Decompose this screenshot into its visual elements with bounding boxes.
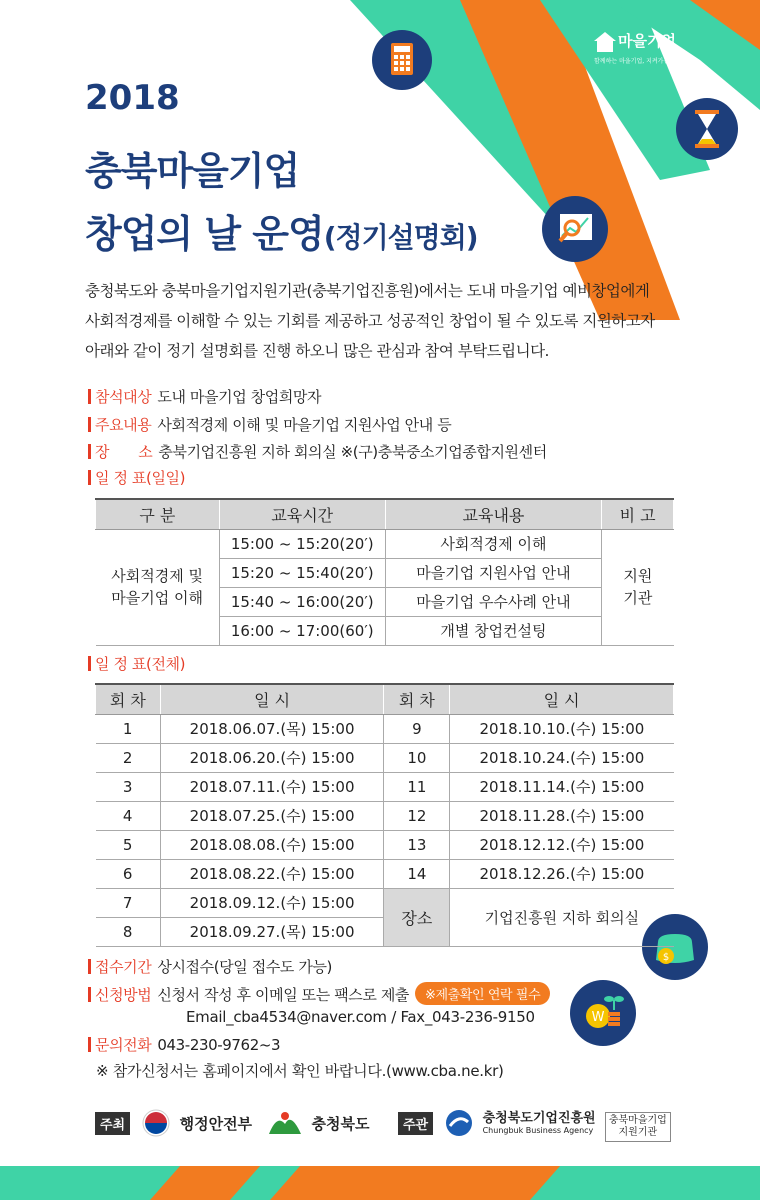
table-row xyxy=(96,529,674,558)
coin-sprout-icon xyxy=(570,980,636,1046)
chungbuk-logo-icon xyxy=(267,1108,303,1138)
info-label: 일 정 표(전체) xyxy=(95,655,186,673)
time-cell: 16:00 ~ 17:00(60′) xyxy=(219,616,385,645)
date-cell: 2018.11.14.(수) 15:00 xyxy=(450,772,674,801)
info-label: 신청방법 xyxy=(95,986,152,1004)
homepage-notice: ※ 참가신청서는 홈페이지에서 확인 바랍니다.(www.cba.ne.kr) xyxy=(96,1062,504,1080)
info-value: 충북기업진흥원 지하 회의실 ※(구)충북중소기업종합지원센터 xyxy=(158,443,547,461)
time-cell: 15:00 ~ 15:20(20′) xyxy=(219,529,385,558)
info-label: 접수기간 xyxy=(95,958,152,976)
header-cell: 회 차 xyxy=(384,684,450,714)
intro-line: 충청북도와 충북마을기업지원기관(충북기업진흥원)에서는 도내 마을기업 예비창업에게 xyxy=(85,282,650,300)
place-label-cell: 장소 xyxy=(384,888,450,946)
daily-schedule-table xyxy=(95,498,674,646)
contact-line: Email_cba4534@naver.com / Fax_043-236-9150 xyxy=(186,1008,535,1026)
organizer-section xyxy=(398,1108,671,1142)
table-header-row xyxy=(96,499,674,529)
round-cell: 12 xyxy=(384,801,450,830)
date-cell: 2018.12.12.(수) 15:00 xyxy=(450,830,674,859)
round-cell: 10 xyxy=(384,743,450,772)
round-cell: 14 xyxy=(384,859,450,888)
daily-schedule-heading xyxy=(88,467,191,488)
full-schedule-heading xyxy=(88,653,191,674)
note-cell: 지원 기관 xyxy=(602,529,674,645)
intro-line: 아래와 같이 정기 설명회를 진행 하오니 많은 관심과 참여 부탁드립니다. xyxy=(85,342,549,360)
place-value-cell: 기업진흥원 지하 회의실 xyxy=(450,888,674,946)
info-label: 장 소 xyxy=(95,443,153,461)
table-row xyxy=(96,743,674,772)
header-cell: 회 차 xyxy=(96,684,161,714)
round-cell: 8 xyxy=(96,917,161,946)
cba-name: 충청북도기업진흥원 Chungbuk Business Agency xyxy=(482,1111,596,1135)
organizer-label: 주관 xyxy=(398,1112,433,1135)
title-line2-sub: (정기설명회) xyxy=(323,221,478,254)
table-row xyxy=(96,714,674,743)
info-label: 주요내용 xyxy=(95,416,152,434)
round-cell: 7 xyxy=(96,888,161,917)
header-cell: 일 시 xyxy=(160,684,384,714)
magnifier-chart-icon xyxy=(542,196,608,262)
svg-text:$: $ xyxy=(662,952,670,963)
full-schedule-table xyxy=(95,683,674,947)
svg-text:W: W xyxy=(591,1010,605,1025)
info-content xyxy=(88,414,451,435)
apply-method xyxy=(88,982,550,1005)
info-value: 사회적경제 이해 및 마을기업 지원사업 안내 등 xyxy=(157,416,452,434)
village-enterprise-logo xyxy=(594,18,694,70)
host-label: 주최 xyxy=(95,1112,130,1135)
hourglass-icon xyxy=(676,98,738,160)
intro-line: 사회적경제를 이해할 수 있는 기회를 제공하고 성공적인 창업이 될 수 있도록 지원하고자 xyxy=(85,312,655,330)
host-chungbuk: 충청북도 xyxy=(311,1115,370,1133)
mois-emblem-icon xyxy=(141,1108,171,1138)
round-cell: 9 xyxy=(384,714,450,743)
info-value: 도내 마을기업 창업희망자 xyxy=(157,388,322,406)
time-cell: 15:20 ~ 15:40(20′) xyxy=(219,558,385,587)
cba-emblem-icon xyxy=(444,1108,474,1138)
support-agency-badge: 충북마을기업 지원기관 xyxy=(605,1112,671,1142)
title-line2 xyxy=(85,203,478,258)
round-cell: 2 xyxy=(96,743,161,772)
info-label: 참석대상 xyxy=(95,388,152,406)
title-year: 2018 xyxy=(85,78,180,118)
info-label: 문의전화 xyxy=(95,1036,152,1054)
logo-name: 마을기업 xyxy=(618,32,676,50)
header-cell: 비 고 xyxy=(602,499,674,529)
info-place xyxy=(88,441,547,462)
round-cell: 1 xyxy=(96,714,161,743)
intro-text xyxy=(85,276,695,366)
content-cell: 마을기업 지원사업 안내 xyxy=(385,558,602,587)
logo-tagline: 함께하는 마을기업, 지켜가는 지역사랑 xyxy=(594,58,695,65)
date-cell: 2018.10.10.(수) 15:00 xyxy=(450,714,674,743)
header-cell: 교육시간 xyxy=(219,499,385,529)
date-cell: 2018.08.22.(수) 15:00 xyxy=(160,859,384,888)
round-cell: 6 xyxy=(96,859,161,888)
content-cell: 마을기업 우수사례 안내 xyxy=(385,587,602,616)
title-line2-main: 창업의 날 운영 xyxy=(85,212,324,256)
header-cell: 교육내용 xyxy=(385,499,602,529)
confirm-note-badge: ※제출확인 연락 필수 xyxy=(415,982,550,1005)
table-row xyxy=(96,830,674,859)
table-row xyxy=(96,801,674,830)
content-cell: 개별 창업컨설팅 xyxy=(385,616,602,645)
header-cell: 일 시 xyxy=(450,684,674,714)
date-cell: 2018.10.24.(수) 15:00 xyxy=(450,743,674,772)
table-row xyxy=(96,888,674,917)
info-label: 일 정 표(일일) xyxy=(95,469,186,487)
host-mois: 행정안전부 xyxy=(179,1115,253,1133)
house-icon xyxy=(594,32,616,52)
round-cell: 13 xyxy=(384,830,450,859)
date-cell: 2018.11.28.(수) 15:00 xyxy=(450,801,674,830)
title-line1: 충북마을기업 xyxy=(85,149,300,193)
info-value: 043-230-9762~3 xyxy=(157,1036,281,1054)
round-cell: 5 xyxy=(96,830,161,859)
apply-phone xyxy=(88,1034,280,1055)
date-cell: 2018.09.27.(목) 15:00 xyxy=(160,917,384,946)
calculator-icon xyxy=(372,30,432,90)
category-cell: 사회적경제 및 마을기업 이해 xyxy=(96,529,220,645)
date-cell: 2018.12.26.(수) 15:00 xyxy=(450,859,674,888)
round-cell: 3 xyxy=(96,772,161,801)
table-row xyxy=(96,772,674,801)
info-target xyxy=(88,386,321,407)
date-cell: 2018.08.08.(수) 15:00 xyxy=(160,830,384,859)
host-section xyxy=(95,1108,369,1138)
table-header-row xyxy=(96,684,674,714)
content-cell: 사회적경제 이해 xyxy=(385,529,602,558)
time-cell: 15:40 ~ 16:00(20′) xyxy=(219,587,385,616)
round-cell: 11 xyxy=(384,772,450,801)
table-row xyxy=(96,859,674,888)
round-cell: 4 xyxy=(96,801,161,830)
bottom-stripe xyxy=(0,1166,760,1200)
date-cell: 2018.07.25.(수) 15:00 xyxy=(160,801,384,830)
date-cell: 2018.06.07.(목) 15:00 xyxy=(160,714,384,743)
date-cell: 2018.09.12.(수) 15:00 xyxy=(160,888,384,917)
date-cell: 2018.06.20.(수) 15:00 xyxy=(160,743,384,772)
apply-period xyxy=(88,956,332,977)
date-cell: 2018.07.11.(수) 15:00 xyxy=(160,772,384,801)
info-value: 상시접수(당일 접수도 가능) xyxy=(157,958,333,976)
header-cell: 구 분 xyxy=(96,499,220,529)
info-value: 신청서 작성 후 이메일 또는 팩스로 제출 xyxy=(157,986,410,1004)
